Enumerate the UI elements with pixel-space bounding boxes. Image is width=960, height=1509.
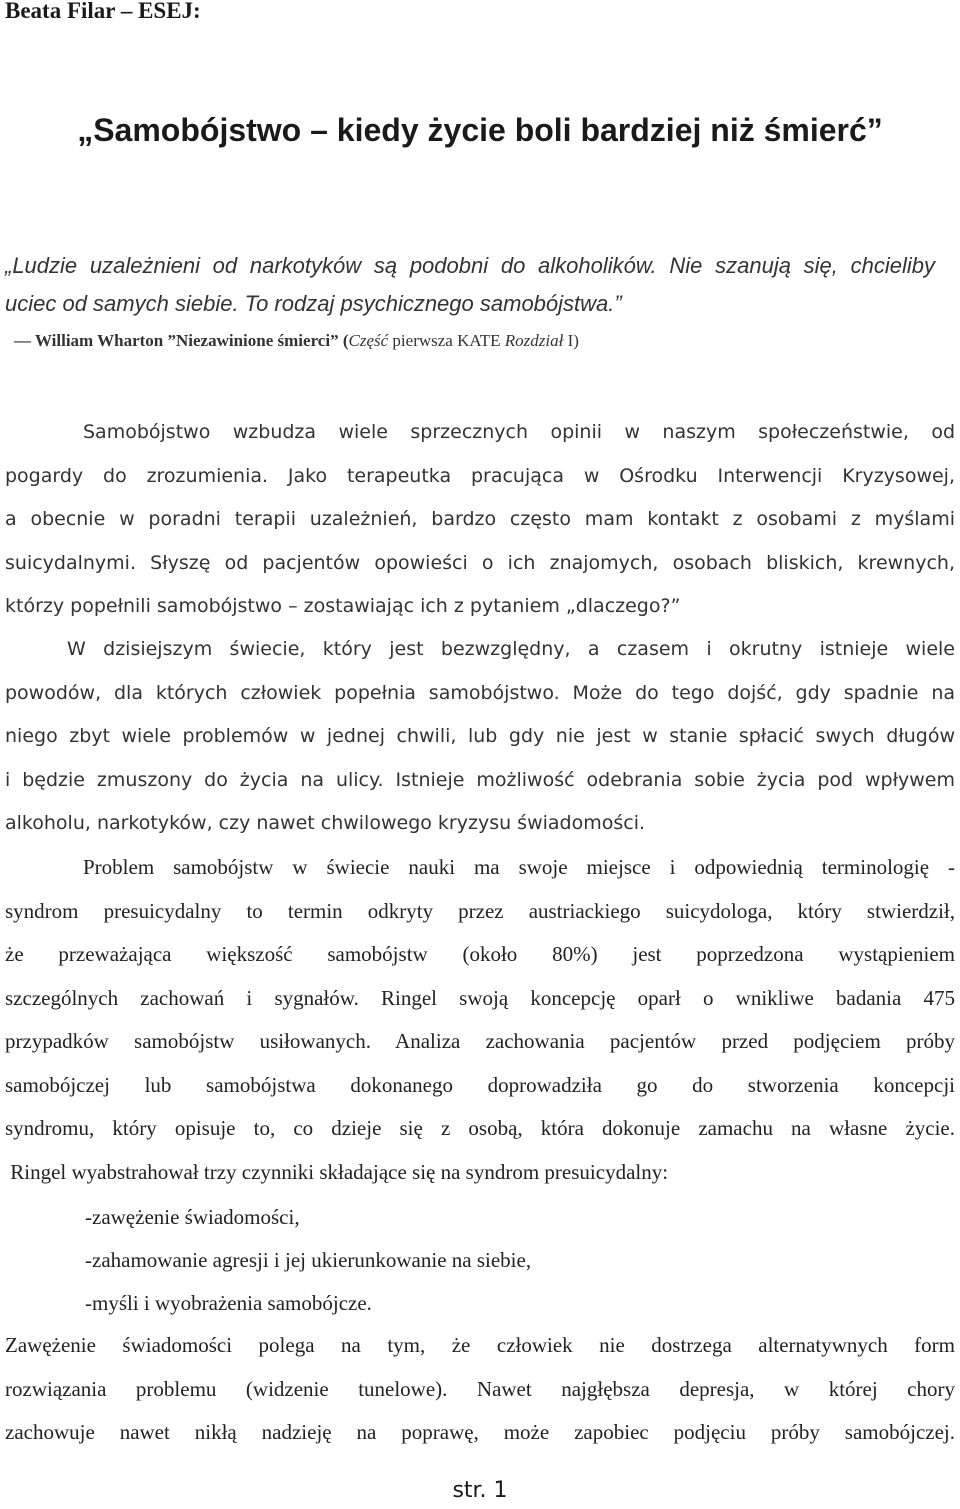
paragraph-line: którzy popełnili samobójstwo – zostawiając ich z pytaniem „dlaczego?” <box>5 595 681 617</box>
paragraph-line: przypadków samobójstw usiłowanych. Analiza zachowania pacjentów przed podjęciem próby <box>5 1029 955 1053</box>
paragraph-line: Ringel wyabstrahował trzy czynniki składające się na syndrom presuicydalny: <box>5 1159 669 1184</box>
author-header: Beata Filar – ESEJ: <box>5 0 201 23</box>
epigraph-quote <box>5 247 935 323</box>
paragraph-line: zachowuje nawet nikłą nadzieję na poprawę, może zapobiec podjęciu próby samobójczej. <box>5 1420 955 1444</box>
essay-title: „Samobójstwo – kiedy życie boli bardziej niż śmierć” <box>77 112 883 148</box>
paragraph-line: suicydalnymi. Słyszę od pacjentów opowieści o ich znajomych, osobach bliskich, krewnych, <box>5 551 955 574</box>
attribution-end: I) <box>563 331 579 350</box>
paragraph-line: syndromu, który opisuje to, co dzieje się z osobą, która dokonuje zamachu na własne życie. <box>5 1116 955 1140</box>
paragraph-line: samobójczej lub samobójstwa dokonanego doprowadziła go do stworzenia koncepcji <box>5 1072 955 1097</box>
attribution-author: William Wharton ”Niezawinione śmierci” ( <box>34 331 349 350</box>
paragraph-line: szczególnych zachowań i sygnałów. Ringel swoją koncepcję oparł o wnikliwe badania 475 <box>5 985 955 1010</box>
paragraph-4 <box>5 1324 955 1455</box>
page-number: str. 1 <box>452 1478 508 1503</box>
epigraph-line: „Ludzie uzależnieni od narkotyków są podobni do alkoholików. Nie szanują się, chcieliby <box>5 253 935 278</box>
attribution-mid: pierwsza KATE <box>388 331 505 350</box>
factor-item: -myśli i wyobrażenia samobójcze. <box>85 1291 372 1315</box>
paragraph-line: że przeważająca większość samobójstw (około 80%) jest poprzedzona wystąpieniem <box>5 942 955 966</box>
paragraph-3 <box>5 846 955 1194</box>
paragraph-line: alkoholu, narkotyków, czy nawet chwilowego kryzysu świadomości. <box>5 812 646 834</box>
paragraph-line: Samobójstwo wzbudza wiele sprzecznych opinii w naszym społeczeństwie, od <box>83 421 955 443</box>
paragraph-line: a obecnie w poradni terapii uzależnień, bardzo często mam kontakt z osobami z myślami <box>5 508 955 530</box>
paragraph-line: pogardy do zrozumienia. Jako terapeutka pracująca w Ośrodku Interwencji Kryzysowej, <box>5 464 955 487</box>
paragraph-line: powodów, dla których człowiek popełnia samobójstwo. Może do tego dojść, gdy spadnie na <box>5 681 955 704</box>
paragraph-line: Problem samobójstw w świecie nauki ma swoje miejsce i odpowiednią terminologię - <box>83 855 955 879</box>
factor-item: -zawężenie świadomości, <box>85 1205 300 1229</box>
paragraph-line: Zawężenie świadomości polega na tym, że człowiek nie dostrzega alternatywnych form <box>5 1333 955 1357</box>
paragraph-line: rozwiązania problemu (widzenie tunelowe). Nawet najgłębsza depresja, w której chory <box>5 1376 955 1401</box>
paragraph-line: i będzie zmuszony do życia na ulicy. Istnieje możliwość odebrania sobie życia pod wpływem <box>5 768 955 791</box>
paragraph-line: niego zbyt wiele problemów w jednej chwili, lub gdy nie jest w stanie spłacić swych długów <box>5 725 955 747</box>
factor-item: -zahamowanie agresji i jej ukierunkowanie na siebie, <box>85 1248 532 1272</box>
epigraph-attribution <box>14 331 579 351</box>
attribution-dash: — <box>14 331 35 350</box>
attribution-chapter: Rozdział <box>504 331 564 350</box>
paragraph-line: syndrom presuicydalny to termin odkryty przez austriackiego suicydologa, który stwierdził, <box>5 898 955 923</box>
paragraph-line: W dzisiejszym świecie, który jest bezwzględny, a czasem i okrutny istnieje wiele <box>67 638 955 660</box>
paragraph-1 <box>5 411 955 629</box>
epigraph-line: uciec od samych siebie. To rodzaj psychicznego samobójstwa.” <box>5 291 622 316</box>
attribution-part: Część <box>348 331 389 350</box>
paragraph-2 <box>5 628 955 846</box>
